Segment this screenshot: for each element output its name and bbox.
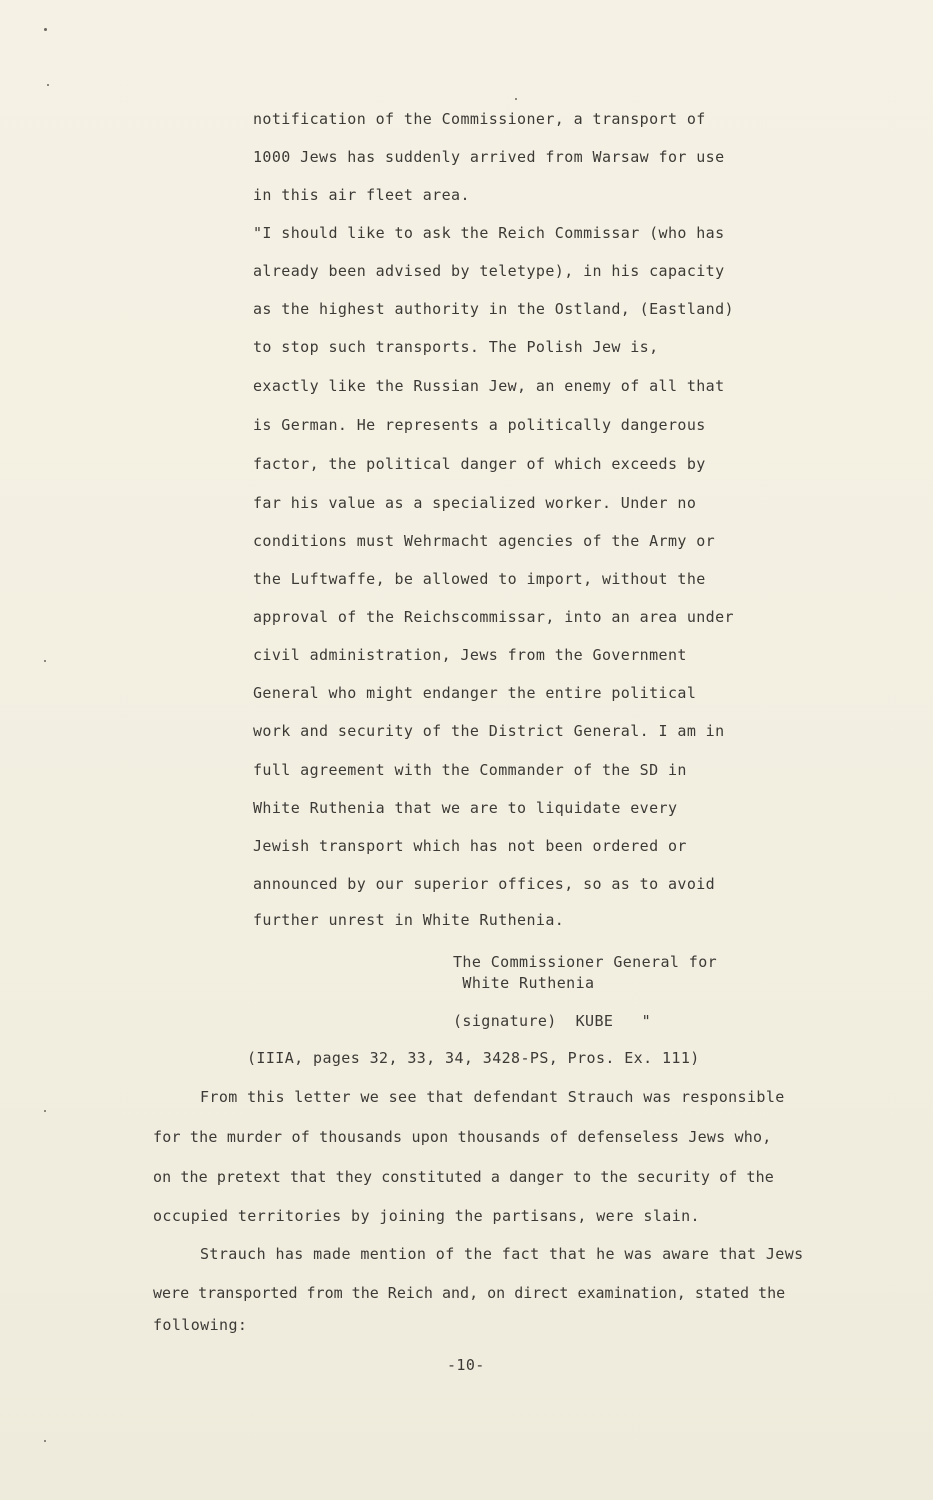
paragraph-1-line-2: for the murder of thousands upon thousands of defenseless Jews who, — [153, 1128, 772, 1146]
scan-speck — [515, 98, 517, 100]
scan-speck — [47, 84, 49, 86]
paragraph-2-line-2: were transported from the Reich and, on direct examination, stated the — [153, 1284, 786, 1302]
quote-line-7: to stop such transports. The Polish Jew is, — [253, 338, 659, 356]
quote-line-6: as the highest authority in the Ostland, (Eastland) — [253, 300, 734, 318]
quote-line-13: the Luftwaffe, be allowed to import, without the — [253, 570, 706, 588]
quote-line-5: already been advised by teletype), in his capacity — [253, 262, 725, 280]
quote-line-16: General who might endanger the entire political — [253, 684, 697, 702]
paragraph-1-line-1: From this letter we see that defendant Strauch was responsible — [200, 1088, 785, 1106]
signature-line: (signature) KUBE " — [453, 1012, 652, 1030]
quote-line-3: in this air fleet area. — [253, 186, 470, 204]
quote-line-17: work and security of the District General. I am in — [253, 722, 725, 740]
signature-title-line-1: The Commissioner General for — [453, 953, 718, 971]
quote-line-9: is German. He represents a politically dangerous — [253, 416, 706, 434]
quote-line-14: approval of the Reichscommissar, into an area under — [253, 608, 734, 626]
quote-line-21: announced by our superior offices, so as to avoid — [253, 875, 716, 893]
page-number: -10- — [447, 1356, 485, 1374]
quote-line-10: factor, the political danger of which exceeds by — [253, 455, 706, 473]
quote-line-15: civil administration, Jews from the Government — [253, 646, 687, 664]
citation: (IIIA, pages 32, 33, 34, 3428-PS, Pros. Ex. 111) — [247, 1049, 700, 1067]
quote-line-1: notification of the Commissioner, a transport of — [253, 110, 706, 128]
quote-line-12: conditions must Wehrmacht agencies of the Army or — [253, 532, 716, 550]
quote-line-4: "I should like to ask the Reich Commissar (who has — [253, 224, 725, 242]
quote-line-22: further unrest in White Ruthenia. — [253, 911, 565, 929]
paragraph-1-line-4: occupied territories by joining the partisans, were slain. — [153, 1207, 700, 1225]
quote-line-2: 1000 Jews has suddenly arrived from Warsaw for use — [253, 148, 725, 166]
quote-line-19: White Ruthenia that we are to liquidate every — [253, 799, 678, 817]
scan-speck — [44, 660, 46, 662]
scan-speck — [44, 28, 47, 31]
paragraph-2-line-3: following: — [153, 1316, 248, 1334]
quote-line-8: exactly like the Russian Jew, an enemy of all that — [253, 377, 725, 395]
quote-line-20: Jewish transport which has not been ordered or — [253, 837, 687, 855]
paragraph-1-line-3: on the pretext that they constituted a danger to the security of the — [153, 1168, 774, 1186]
scan-speck — [44, 1110, 46, 1112]
paragraph-2-line-1: Strauch has made mention of the fact that he was aware that Jews — [200, 1245, 804, 1263]
scan-speck — [44, 1440, 46, 1442]
quote-line-18: full agreement with the Commander of the SD in — [253, 761, 687, 779]
quote-line-11: far his value as a specialized worker. Under no — [253, 494, 697, 512]
signature-title-line-2: White Ruthenia — [453, 974, 595, 992]
